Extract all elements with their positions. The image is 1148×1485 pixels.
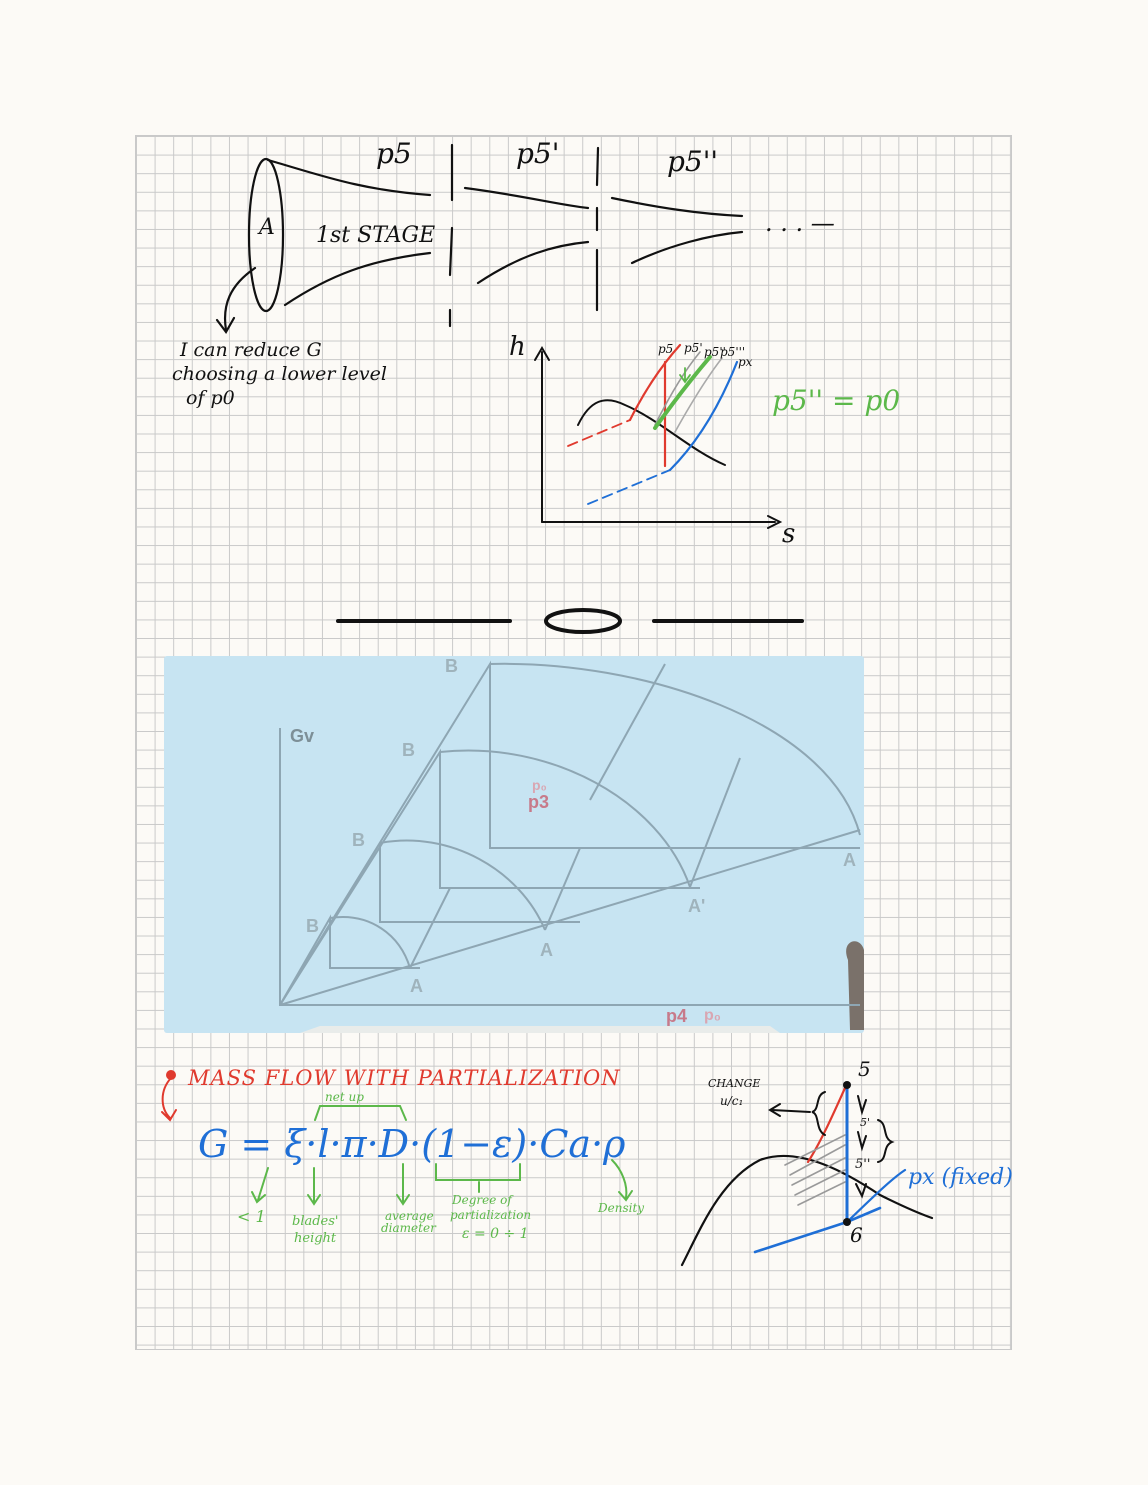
arrow-l <box>308 1168 320 1204</box>
photo-label-B2: B <box>402 740 415 760</box>
mid-label-5prime: 5' <box>860 1116 871 1129</box>
top-brace <box>315 1106 406 1120</box>
photo-label-B4: B <box>306 916 319 936</box>
left-arrow <box>770 1104 810 1116</box>
mid-label-5dprime: 5'' <box>855 1157 871 1172</box>
photo-label-A1: A <box>410 976 423 996</box>
right-brace <box>878 1120 892 1162</box>
left-brace <box>812 1092 825 1135</box>
green-arrow <box>680 368 690 382</box>
iso-label-px: px <box>738 355 753 369</box>
mass-flow-formula: G = ξ·l·π·D·(1−ε)·Ca·ρ <box>198 1122 626 1166</box>
stage-label: 1st STAGE <box>316 223 436 248</box>
point-6-label: 6 <box>850 1223 863 1247</box>
photo-label-B3: B <box>352 830 365 850</box>
annot-diam-2: diameter <box>381 1221 436 1235</box>
isobar-px-blue-dash <box>588 470 670 504</box>
photo-label-A4: A <box>843 850 856 870</box>
annot-blades-2: height <box>294 1231 337 1246</box>
divider-1 <box>450 145 452 326</box>
brace-label: net up <box>325 1090 364 1104</box>
photo-label-p3: p3 <box>528 792 550 812</box>
arrow-rho <box>612 1160 632 1200</box>
photo-pale-label-1: p₀ <box>532 777 547 793</box>
stage3-upper-wall <box>612 198 742 216</box>
point-5-label: 5 <box>858 1057 871 1081</box>
iso-label-p5-dprime: p5'' <box>704 345 726 359</box>
hs-diagram <box>535 345 780 528</box>
green-note: p5'' = p0 <box>772 384 901 417</box>
px-fixed-label: px (fixed) <box>908 1165 1013 1190</box>
photo-axis-label: Gv <box>290 726 315 746</box>
label-p5: p5 <box>376 137 412 170</box>
arrow-xi <box>252 1168 268 1202</box>
dome-right <box>682 1156 932 1265</box>
note-line-3: of p0 <box>186 387 235 409</box>
annot-degree-1: Degree of <box>452 1193 512 1207</box>
photo-label-A3: A' <box>688 896 706 916</box>
iso-label-p5: p5 <box>658 342 674 356</box>
label-p5-prime: p5' <box>516 137 560 170</box>
photo-label-A2: A <box>540 940 553 960</box>
photo-pale-label-2: p₀ <box>704 1007 721 1024</box>
stage2-lower-wall <box>478 242 588 283</box>
isobar-p5-red <box>630 345 680 420</box>
change-label-1: CHANGE <box>708 1077 761 1090</box>
note-line-2: choosing a lower level <box>172 363 387 385</box>
annot-blades-1: blades' <box>292 1214 339 1229</box>
right-hs-sketch <box>682 1081 932 1265</box>
stages-sketch <box>217 145 742 332</box>
photo-label-B1: B <box>445 656 458 676</box>
stage1-lower-wall <box>285 253 430 305</box>
s-axis-label: s <box>782 519 796 549</box>
iso-label-p5-prime: p5' <box>684 341 703 355</box>
isobar-p5-red-dash <box>568 420 630 446</box>
continuation-dots: . . . — <box>765 209 835 237</box>
annot-lt1: < 1 <box>237 1207 266 1226</box>
note-line-1: I can reduce G <box>180 339 322 361</box>
arrow-D <box>397 1164 409 1204</box>
annot-density: Density <box>598 1201 645 1215</box>
label-A: A <box>259 215 275 240</box>
iso-label-p5-tprime: p5''' <box>720 345 746 359</box>
change-label-2: u/c₁ <box>720 1094 744 1108</box>
annot-degree-2: partialization <box>450 1208 532 1222</box>
photo-label-p4: p4 <box>666 1006 688 1026</box>
section-divider <box>338 610 802 632</box>
annot-degree-3: ε = 0 ÷ 1 <box>462 1226 529 1242</box>
px-blue-up <box>847 1170 905 1222</box>
isobar-gray-1 <box>655 352 700 425</box>
stage3-lower-wall <box>632 232 742 263</box>
annot-diam-1: average <box>385 1209 434 1223</box>
divider-2 <box>597 148 598 310</box>
lecture-photo <box>164 656 864 1033</box>
point-5 <box>843 1081 851 1089</box>
stage2-upper-wall <box>465 188 588 208</box>
bottom-brace <box>436 1164 520 1180</box>
label-p5-dprime: p5'' <box>667 145 719 178</box>
h-axis-label: h <box>509 332 526 362</box>
mass-flow-title: MASS FLOW WITH PARTIALIZATION <box>188 1066 621 1090</box>
note-arrow <box>225 268 255 330</box>
red-hook-arrow <box>162 1078 176 1120</box>
